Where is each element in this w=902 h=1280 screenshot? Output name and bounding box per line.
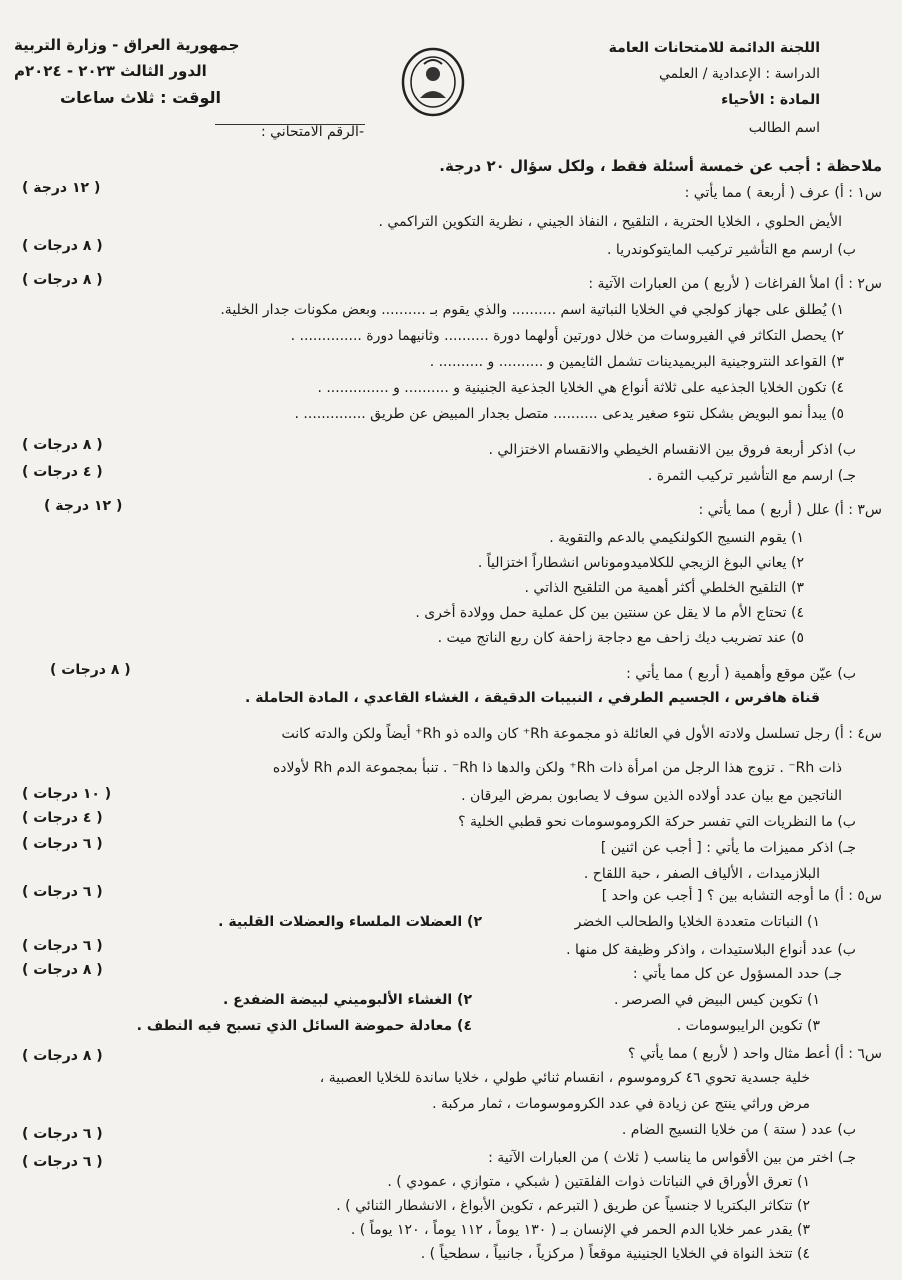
q5-c-item2: ٢) الغشاء الألبوميني لبيضة الضفدع . [222,992,472,1008]
q3-b-items: قناة هافرس ، الجسيم الطرفي ، النبيبات الدقيقة ، الغشاء القاعدي ، المادة الحاملة . [245,690,820,706]
q4-a-mark: ( ١٠ درجات ) [22,786,112,802]
q6-c-item4: ٤) تتخذ النواة في الخلايا الجنينية موقعاً ( مركزياً ، جانبياً ، سطحياً ) . [420,1246,810,1262]
q5-a-mark: ( ٦ درجات ) [22,884,103,900]
q4-b-prompt: ب) ما النظريات التي تفسر حركة الكروموسومات نحو قطبي الخلية ؟ [458,814,856,830]
q4-c-items: البلازميدات ، الألياف الصفر ، حبة اللقاح . [583,866,820,882]
q5-a-prompt: س٥ : أ) ما أوجه التشابه بين ؟ [ أجب عن واحد ] [601,888,882,904]
q2-a-mark: ( ٨ درجات ) [22,272,103,288]
q6-c-item1: ١) تعرق الأوراق في النباتات ذوات الفلقتين ( شبكي ، متوازي ، عمودي ) . [387,1174,810,1190]
q1-a-items: الأيض الحلوي ، الخلايا الحترية ، التلقيح ، النفاذ الجيني ، نظرية التكوين التراكمي . [378,214,842,230]
q2-b-mark: ( ٨ درجات ) [22,437,103,453]
q6-c-prompt: جـ) اختر من بين الأقواس ما يناسب ( ثلاث ) من العبارات الآتية : [488,1150,856,1166]
q2-b-prompt: ب) اذكر أربعة فروق بين الانقسام الخيطي والانقسام الاختزالي . [488,442,856,458]
q3-item-4: ٤) تحتاج الأم ما لا يقل عن سنتين بين كل عملية حمل وولادة أخرى . [415,605,804,621]
q2-c-prompt: جـ) ارسم مع التأشير تركيب الثمرة . [647,468,856,484]
q4-a-line1: س٤ : أ) رجل تسلسل ولادته الأول في العائلة ذو مجموعة Rh⁺ كان والده ذو Rh⁺ أيضاً ولكن والدته كانت [281,726,882,742]
q2-item-3: ٣) القواعد النتروجينية البريميدينات تشمل الثايمين و .......... و .......... . [429,354,844,370]
q5-c-item1: ١) تكوين كيس البيض في الصرصر . [613,992,820,1008]
q3-item-1: ١) يقوم النسيج الكولنكيمي بالدعم والتقوية . [549,530,804,546]
q1-b-prompt: ب) ارسم مع التأشير تركيب المايتوكوندريا . [607,242,856,258]
q2-a-prompt: س٢ : أ) املأ الفراغات ( لأربع ) من العبارات الآتية : [588,276,882,292]
q2-c-mark: ( ٤ درجات ) [22,464,103,480]
q3-item-5: ٥) عند تضريب ديك زاحف مع دجاجة زاحفة كان ربع الناتج ميت . [437,630,804,646]
q2-item-4: ٤) تكون الخلايا الجذعيه على ثلاثة أنواع هي الخلايا الجذعية الجنينية و .......... و .............. . [317,380,844,396]
q5-b-mark: ( ٦ درجات ) [22,938,103,954]
q6-c-item2: ٢) تتكاثر البكتريا لا جنسياً عن طريق ( التبرعم ، تكوين الأبواغ ، الانشطار الثنائي ) . [336,1198,810,1214]
q6-a-mark: ( ٨ درجات ) [22,1048,103,1064]
q5-b-prompt: ب) عدد أنواع البلاستيدات ، واذكر وظيفة كل منها . [566,942,856,958]
q6-a-items2: مرض وراثي ينتج عن زيادة في عدد الكروموسومات ، ثمار مركبة . [432,1096,810,1112]
q4-a-line2: ذات Rh⁻ . تزوج هذا الرجل من امرأة ذات Rh⁺ ولكن والدها ذا Rh⁻ . تنبأ بمجموعة الدم Rh لأولاده [272,760,842,776]
q3-item-2: ٢) يعاني البوغ الزيجي للكلاميدوموناس انشطاراً اختزالياً . [477,555,804,571]
q2-item-5: ٥) يبدأ نمو البويض بشكل نتوء صغير يدعى .......... متصل بجدار المبيض عن طريق .............. . [294,406,844,422]
q3-item-3: ٣) التلقيح الخلطي أكثر أهمية من التلقيح الذاتي . [524,580,804,596]
exam-number-label: -الرقم الامتحاني : [260,124,364,140]
q4-a-line3: الناتجين مع بيان عدد أولاده الذين سوف لا يصابون بمرض اليرقان . [461,788,842,804]
q3-a-mark: ( ١٢ درجة ) [44,498,123,514]
q3-b-prompt: ب) عيّن موقع وأهمية ( أربع ) مما يأتي : [626,666,856,682]
q2-item-2: ٢) يحصل التكاثر في الفيروسات من خلال دورتين أولهما دورة .......... وثانيهما دورة .............. . [290,328,844,344]
q1-a-mark: ( ١٢ درجة ) [22,180,101,196]
q5-c-mark: ( ٨ درجات ) [22,962,103,978]
round-label: الدور الثالث ٢٠٢٣ - ٢٠٢٤م [14,62,207,80]
q2-item-1: ١) يُطلق على جهاز كولجي في الخلايا النباتية اسم .......... والذي يقوم بـ .......... وبعض مكونات جدار الخلية. [220,302,844,318]
q4-c-prompt: جـ) اذكر مميزات ما يأتي : [ أجب عن اثنين ] [600,840,856,856]
q4-b-mark: ( ٤ درجات ) [22,810,103,826]
republic-title: جمهورية العراق - وزارة التربية [14,36,240,54]
study-label: الدراسة : الإعدادية / العلمي [658,66,820,82]
q6-b-mark: ( ٦ درجات ) [22,1126,103,1142]
student-name-label: اسم الطالب [748,120,820,136]
committee-title: اللجنة الدائمة للامتحانات العامة [608,40,820,56]
time-label: الوقت : ثلاث ساعات [60,88,222,107]
q5-a-item2: ٢) العضلات الملساء والعضلات القلبية . [218,914,482,930]
q5-c-item4: ٤) معادلة حموضة السائل الذي تسبح فيه النطف . [136,1018,472,1034]
q5-c-prompt: جـ) حدد المسؤول عن كل مما يأتي : [632,966,842,982]
q5-c-item3: ٣) تكوين الرايبوسومات . [676,1018,820,1034]
q1-a-prompt: س١ : أ) عرف ( أربعة ) مما يأتي : [684,185,882,201]
q5-a-item1: ١) النباتات متعددة الخلايا والطحالب الخضر [574,914,820,930]
q3-b-mark: ( ٨ درجات ) [50,662,131,678]
q1-b-mark: ( ٨ درجات ) [22,238,103,254]
ministry-seal-icon [400,46,466,118]
q6-c-item3: ٣) يقدر عمر خلايا الدم الحمر في الإنسان بـ ( ١٣٠ يوماً ، ١١٢ يوماً ، ١٢٠ يوماً ) . [350,1222,810,1238]
subject-label: المادة : الأحياء [721,92,820,108]
q6-a-prompt: س٦ : أ) أعط مثال واحد ( لأربع ) مما يأتي ؟ [627,1046,882,1062]
q6-b-prompt: ب) عدد ( ستة ) من خلايا النسيج الضام . [621,1122,856,1138]
exam-note: ملاحظة : أجب عن خمسة أسئلة فقط ، ولكل سؤال ٢٠ درجة. [439,157,882,175]
q3-a-prompt: س٣ : أ) علل ( أربع ) مما يأتي : [698,502,882,518]
q4-c-mark: ( ٦ درجات ) [22,836,103,852]
q6-c-mark: ( ٦ درجات ) [22,1154,103,1170]
q6-a-items1: خلية جسدية تحوي ٤٦ كروموسوم ، انقسام ثنائي طولي ، خلايا ساندة للخلايا العصبية ، [319,1070,810,1086]
